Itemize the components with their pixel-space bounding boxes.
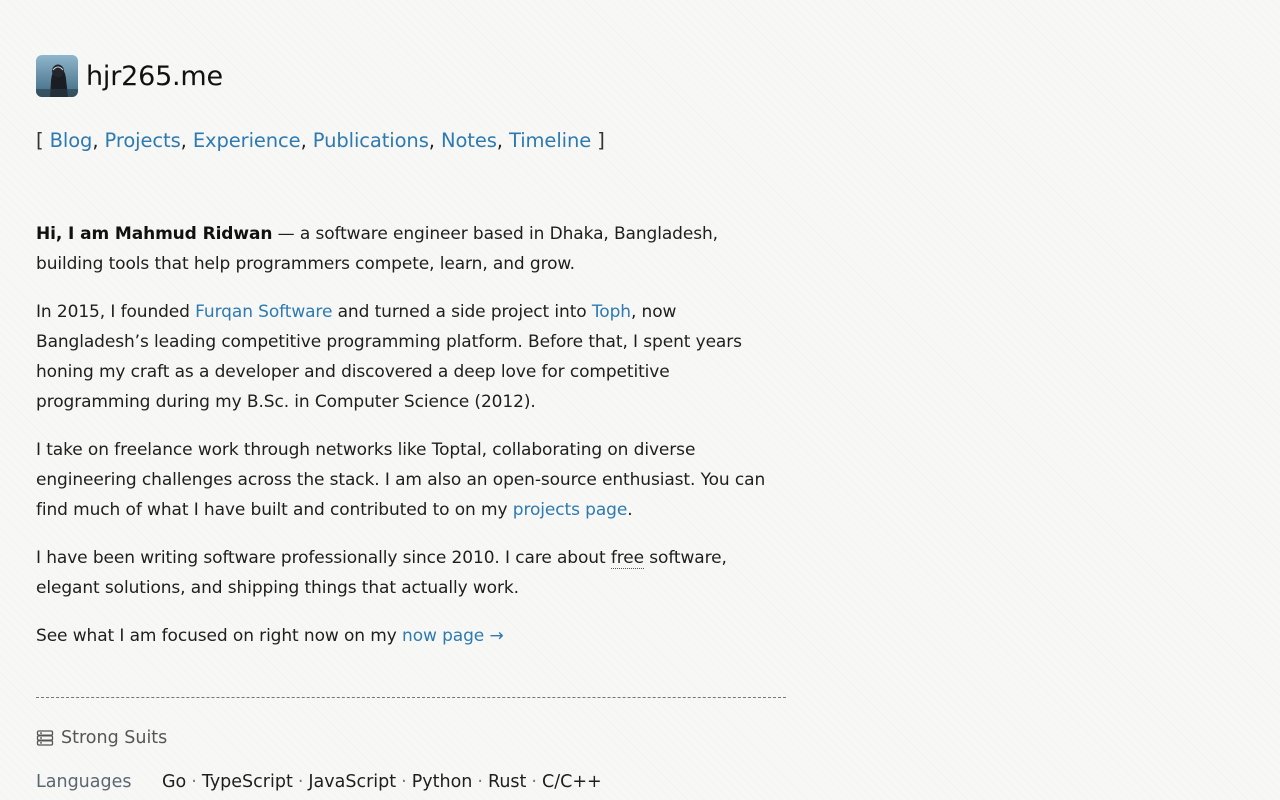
section-divider <box>36 697 786 698</box>
nav-item-notes[interactable]: Notes <box>440 129 497 152</box>
languages-list: Go · TypeScript · JavaScript · Python · Rust · C/C++ <box>162 772 602 792</box>
language-item: TypeScript <box>201 772 293 792</box>
nav-open-bracket: [ <box>36 129 44 152</box>
founding-paragraph <box>36 297 786 417</box>
languages-label: Languages <box>36 772 132 792</box>
freelance-paragraph <box>36 435 786 525</box>
language-item: C/C++ <box>541 772 602 792</box>
now-text: See what I am focused on right now on my <box>36 626 403 646</box>
site-title[interactable]: hjr265.me <box>86 60 223 92</box>
career-text-2: software, elegant solutions, and shipping things that actually work. <box>36 548 727 598</box>
server-stack-icon <box>36 729 54 747</box>
language-item: Python <box>411 772 473 792</box>
language-item: JavaScript <box>308 772 397 792</box>
intro-paragraph <box>36 219 786 279</box>
founding-text-3: , now Bangladesh’s leading competitive programming platform. Before that, I spent years honing my craft as a developer and discovered a deep love for competitive programming during my B.Sc. in Computer Science (2012). <box>36 302 742 412</box>
founding-text-1: In 2015, I founded <box>36 302 196 322</box>
nav-item-blog[interactable]: Blog <box>49 129 93 152</box>
nav-item-timeline[interactable]: Timeline <box>509 129 592 152</box>
avatar-icon[interactable] <box>36 55 78 97</box>
career-paragraph <box>36 543 786 603</box>
nav-item-publications[interactable]: Publications <box>312 129 429 152</box>
career-text-1: I have been writing software professionally since 2010. I care about <box>36 548 611 568</box>
free-abbr[interactable]: free <box>610 548 644 568</box>
freelance-text-2: . <box>627 500 633 520</box>
site-header <box>36 55 223 97</box>
nav-item-projects[interactable]: Projects <box>104 129 181 152</box>
founding-text-2: and turned a side project into <box>332 302 592 322</box>
freelance-text-1: I take on freelance work through networks like Toptal, collaborating on diverse engineering challenges across the stack. I am also an open-source enthusiast. You can find much of what I have built and contributed to on my <box>36 440 766 520</box>
strong-suits-heading <box>36 728 167 748</box>
languages-row <box>36 772 602 792</box>
now-page-link[interactable]: now page → <box>402 626 504 646</box>
language-item: Rust <box>487 772 527 792</box>
nav-close-bracket: ] <box>597 129 605 152</box>
nav-item-experience[interactable]: Experience <box>192 129 301 152</box>
intro-text: — a software engineer based in Dhaka, Bangladesh, building tools that help programmers compete, learn, and grow. <box>36 224 718 274</box>
strong-suits-title: Strong Suits <box>61 728 168 748</box>
main-nav: [ Blog, Projects, Experience, Publications, Notes, Timeline ] <box>36 129 605 152</box>
toph-link[interactable]: Toph <box>591 302 631 322</box>
language-item: Go <box>162 772 187 792</box>
furqan-software-link[interactable]: Furqan Software <box>195 302 333 322</box>
projects-page-link[interactable]: projects page <box>512 500 628 520</box>
intro-section <box>36 219 786 669</box>
greeting: Hi, I am Mahmud Ridwan <box>36 224 273 244</box>
now-paragraph <box>36 621 786 651</box>
